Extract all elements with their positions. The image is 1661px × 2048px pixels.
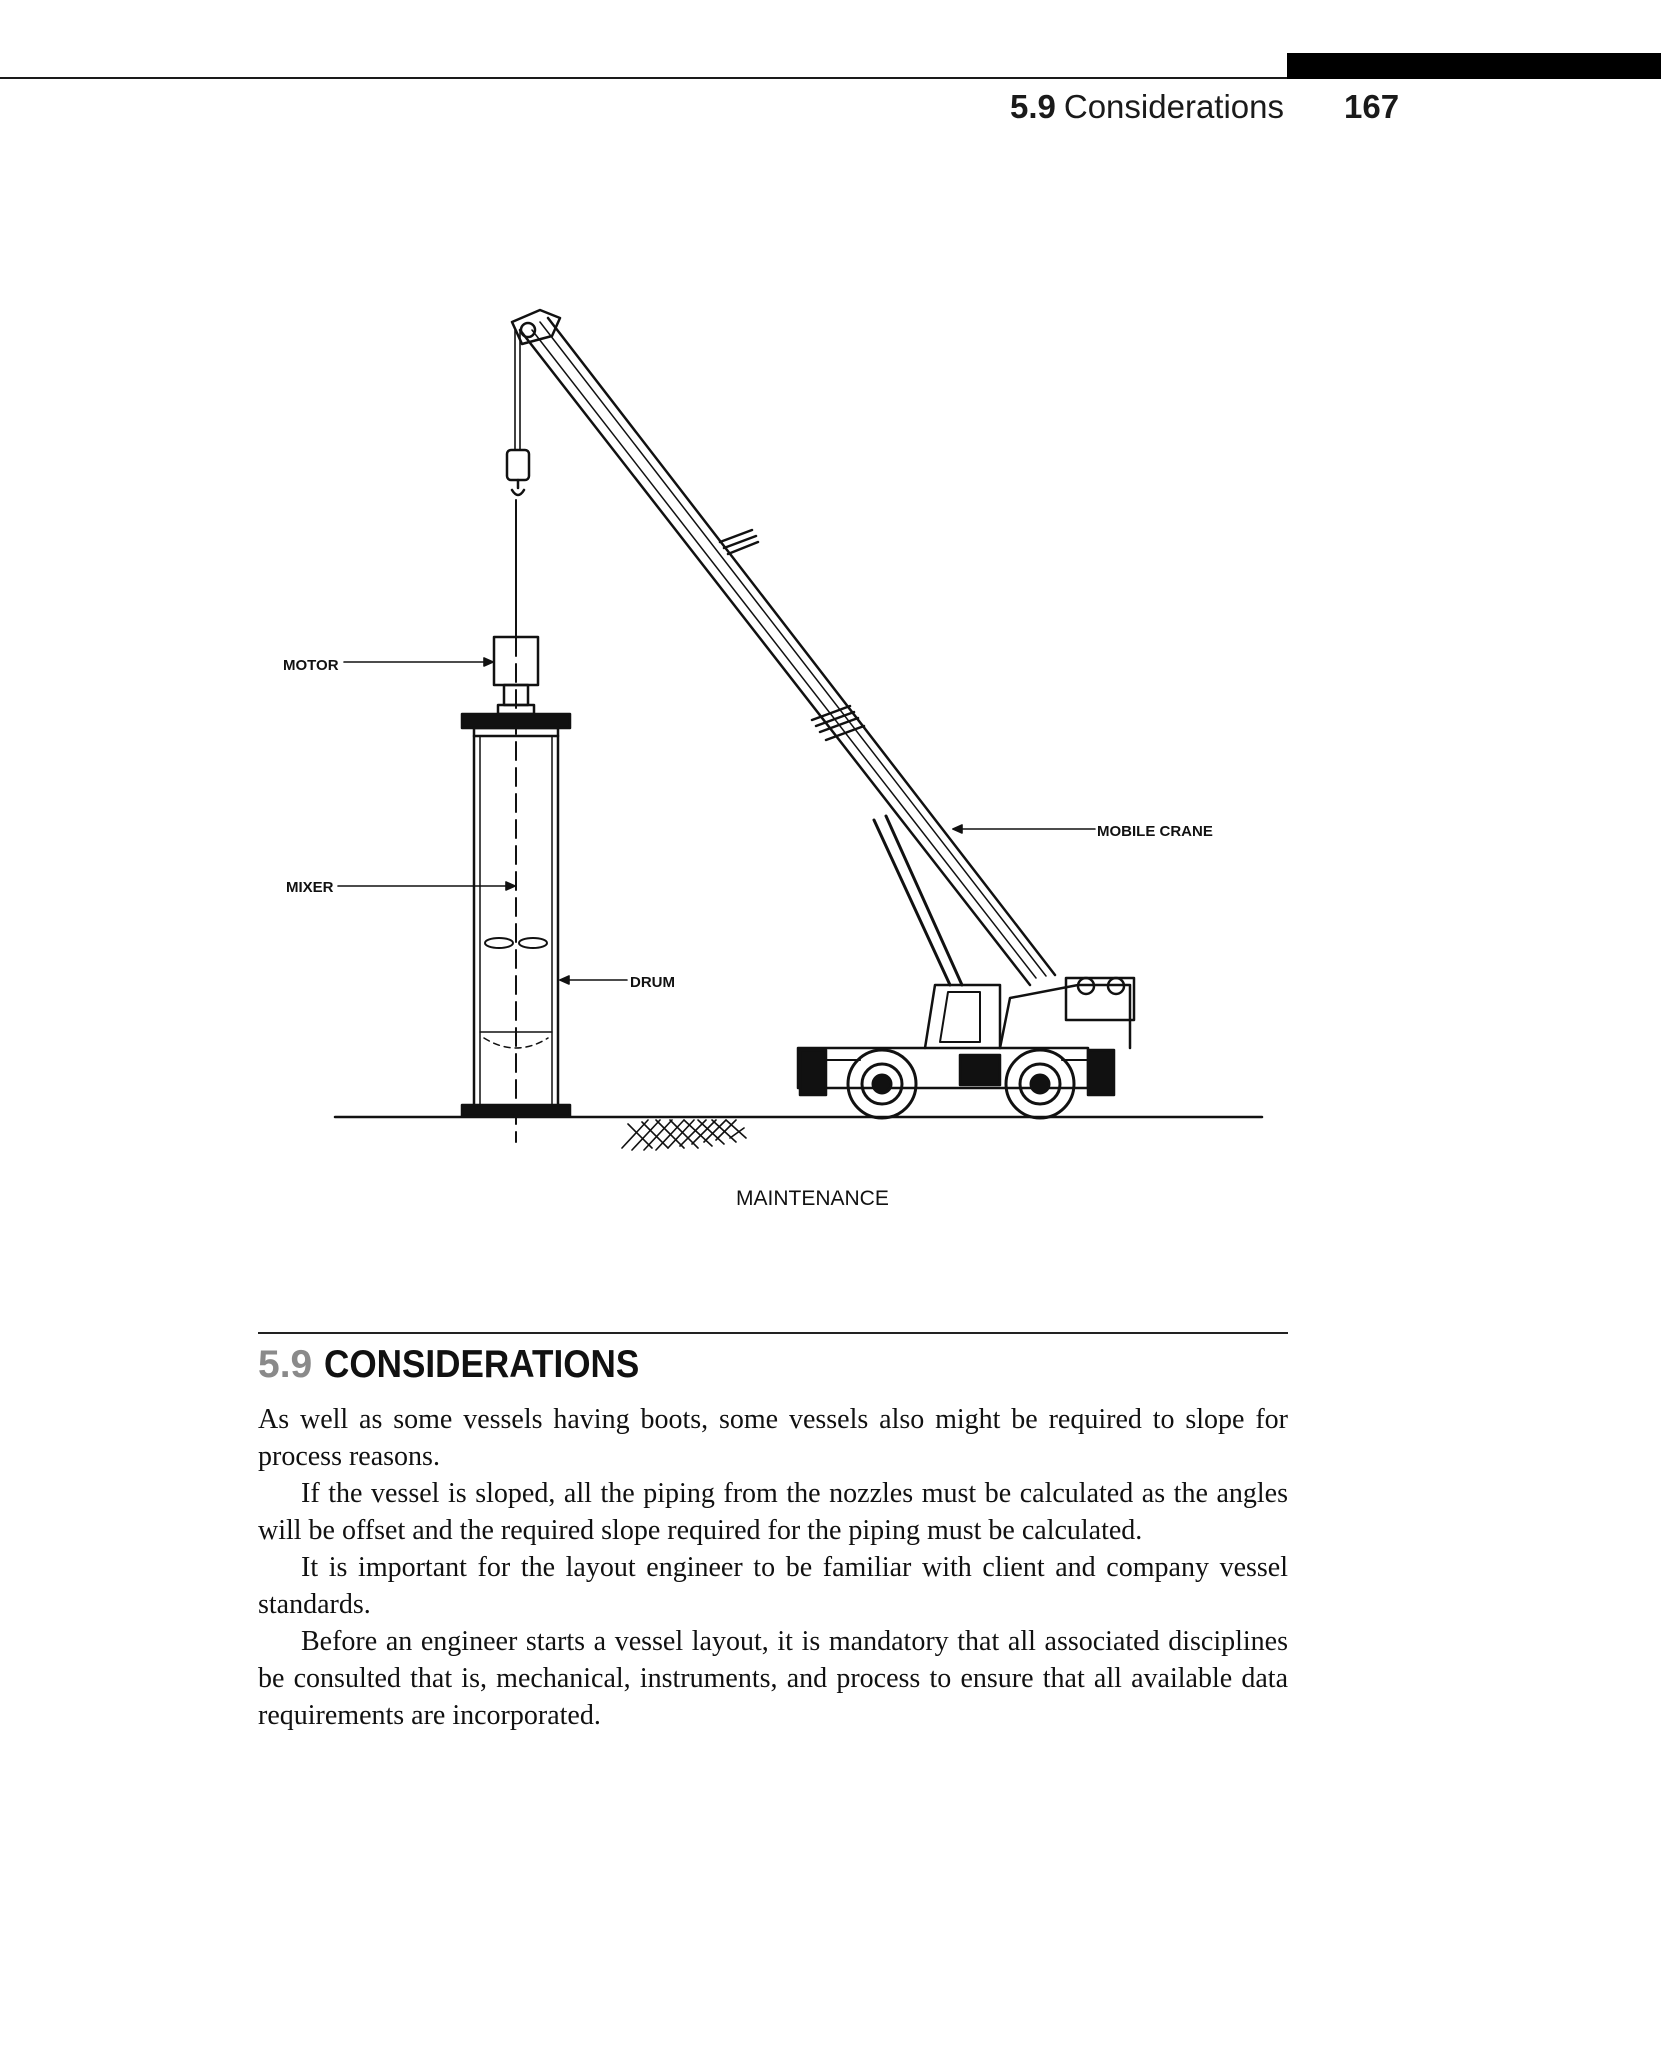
paragraph-1: As well as some vessels having boots, some vessels also might be required to slope for process reasons. [258, 1404, 1288, 1472]
label-drum: DRUM [630, 974, 675, 991]
paragraph-2: If the vessel is sloped, all the piping from the nozzles must be calculated as the angles will be offset and the required slope required for the piping must be calculated. [258, 1478, 1288, 1546]
running-head-section-number: 5.9 [1010, 88, 1056, 125]
section-rule [258, 1332, 1288, 1334]
leader-lines [338, 658, 1095, 984]
label-motor: MOTOR [283, 657, 339, 674]
running-head-section-title: Considerations [1063, 88, 1284, 125]
page-number: 167 [1344, 88, 1400, 125]
crane-boom [512, 310, 1055, 985]
figure-crane-drum-maintenance [0, 290, 1661, 1220]
section-title: CONSIDERATIONS [324, 1343, 640, 1386]
hook-block [507, 330, 529, 495]
label-mobile-crane: MOBILE CRANE [1097, 823, 1213, 840]
figure-drawing [0, 290, 1661, 1220]
paragraph-4: Before an engineer starts a vessel layout, it is mandatory that all associated disciplines be consulted that is, mechanical, instruments, and process to ensure that all available data requirements are incorporated. [258, 1626, 1288, 1731]
label-mixer: MIXER [286, 879, 334, 896]
figure-caption: MAINTENANCE [736, 1187, 889, 1210]
section-number: 5.9 [258, 1343, 313, 1386]
section-heading [258, 1343, 675, 1399]
paragraph-3: It is important for the layout engineer to be familiar with client and company vessel standards. [258, 1552, 1288, 1620]
running-head [1010, 88, 1284, 132]
body-text [258, 1401, 1288, 1734]
header-tab-bar [1287, 53, 1661, 79]
ground-hatch [622, 1120, 746, 1150]
